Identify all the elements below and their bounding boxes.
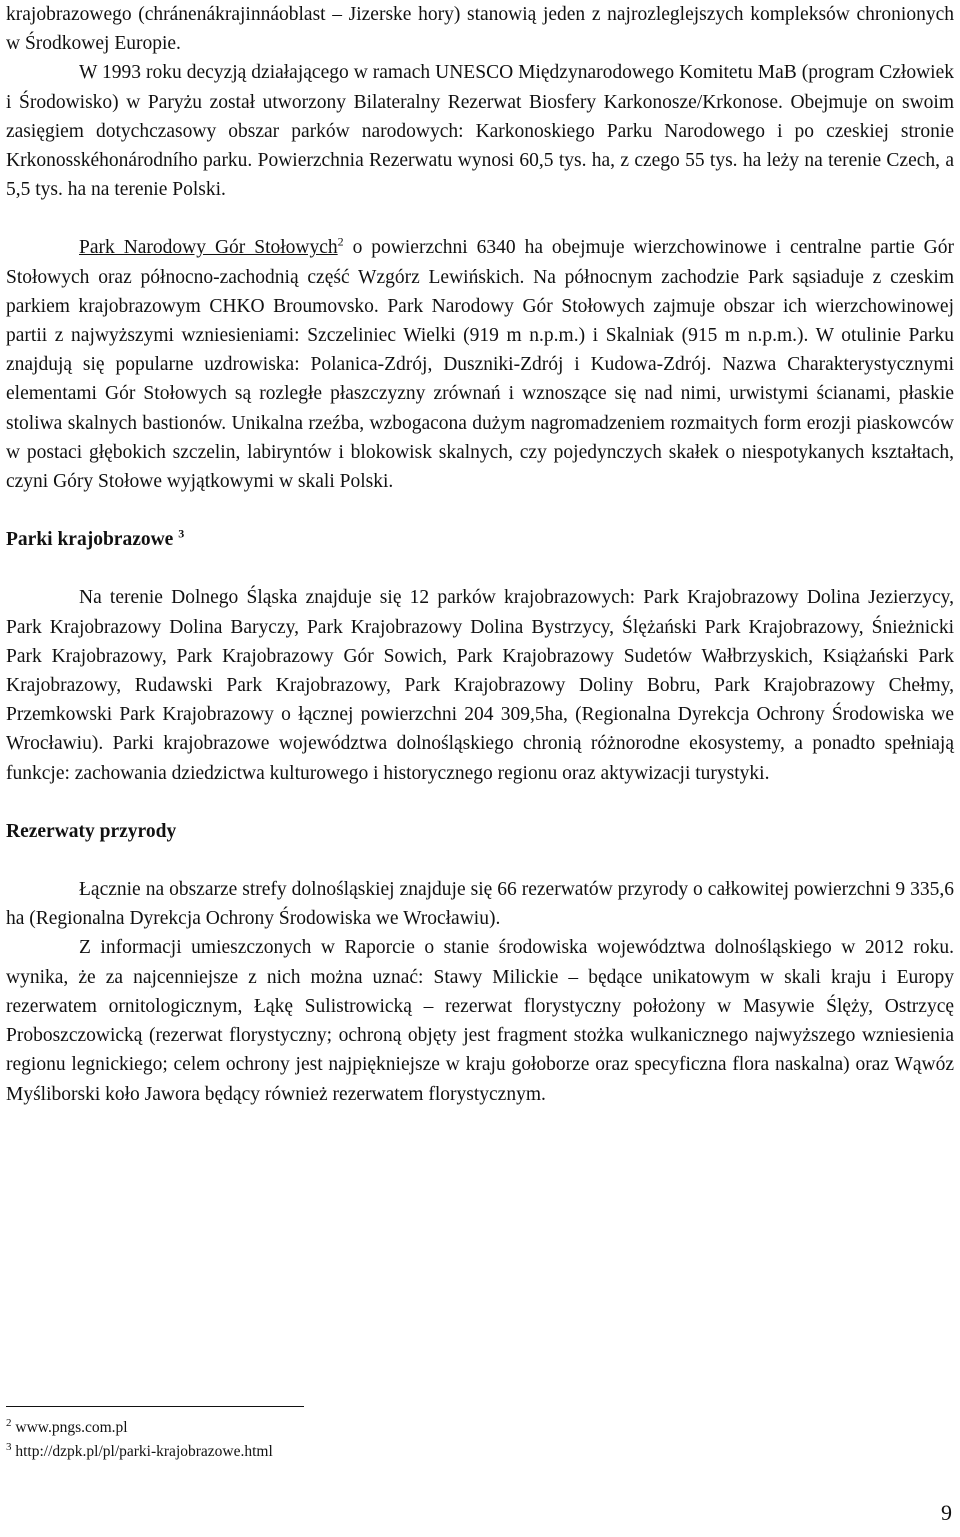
footnote-2	[6, 1416, 273, 1440]
footnote-ref-2[interactable]: 2	[337, 234, 344, 249]
gory-stolowe-link[interactable]: Park Narodowy Gór Stołowych	[79, 237, 338, 259]
footnote-ref-3[interactable]: 3	[178, 526, 185, 541]
parki-heading-text: Parki krajobrazowe	[6, 529, 174, 551]
footnote-3-number: 3	[6, 1440, 12, 1453]
biosphere-reserve-paragraph: W 1993 roku decyzją działającego w ramach UNESCO Międzynarodowego Komitetu MaB (program Człowiek i Środowisko) w Paryżu został utworzony Bilateralny Rezerwat Biosfery Karkonosze/Krkonose. Obejmuje on swoim zasięgiem dotychczasowy obszar parków narodowych: Karkonoskiego Parku Narodowego i po czeskiej stronie Krkonosskéhonárodního parku. Powierzchnia Rezerwatu wynosi 60,5 tys. ha, z czego 55 tys. ha leży na terenie Czech, a 5,5 tys. ha na terenie Polski.	[6, 62, 954, 201]
document-page	[6, 0, 954, 1109]
page-number: 9	[941, 1500, 952, 1525]
parki-krajobrazowe-heading	[6, 525, 954, 554]
parki-krajobrazowe-paragraph: Na terenie Dolnego Śląska znajduje się 12 parków krajobrazowych: Park Krajobrazowy Dolina Jezierzycy, Park Krajobrazowy Dolina Baryczy, Park Krajobrazowy Dolina Bystrzycy, Ślężański Park Krajobrazowy, Śnieżnicki Park Krajobrazowy, Park Krajobrazowy Gór Sowich, Park Krajobrazowy Sudetów Wałbrzyskich, Książański Park Krajobrazowy, Rudawski Park Krajobrazowy, Park Krajobrazowy Doliny Bobru, Park Krajobrazowy Chełmy, Przemkowski Park Krajobrazowy o łącznej powierzchni 204 309,5ha, (Regionalna Dyrekcja Ochrony Środowiska we Wrocławiu). Parki krajobrazowe województwa dolnośląskiego chronią różnorodne ekosystemy, a ponadto spełniają funkcje: zachowania dziedzictwa kulturowego i historycznego regionu oraz aktywizacji turystyki.	[6, 587, 954, 784]
footnote-separator	[6, 1406, 304, 1407]
rezerwaty-heading: Rezerwaty przyrody	[6, 820, 177, 842]
footnote-2-number: 2	[6, 1416, 12, 1429]
intro-paragraph-continued: krajobrazowego (chránenákrajinnáoblast – Jizerske hory) stanowią jeden z najrozleglejszych kompleksów chronionych w Środkowej Europie.	[6, 4, 954, 55]
rezerwaty-paragraph-1: Łącznie na obszarze strefy dolnośląskiej znajduje się 66 rezerwatów przyrody o całkowitej powierzchni 9 335,6 ha (Regionalna Dyrekcja Ochrony Środowiska we Wrocławiu).	[6, 879, 954, 930]
footnote-2-link[interactable]: www.pngs.com.pl	[15, 1419, 128, 1436]
footnote-3-link[interactable]: http://dzpk.pl/pl/parki-krajobrazowe.html	[15, 1443, 273, 1460]
footnotes	[6, 1416, 273, 1464]
gory-stolowe-paragraph	[6, 233, 954, 496]
gory-stolowe-text: o powierzchni 6340 ha obejmuje wierzchowinowe i centralne partie Gór Stołowych oraz północno-zachodnią część Wzgórz Lewińskich. Na północnym zachodzie Park sąsiaduje z czeskim parkiem krajobrazowym CHKO Broumovsko. Park Narodowy Gór Stołowych zajmuje obszar ich wierzchowinowej partii z najwyższymi wzniesieniami: Szczeliniec Wielki (919 m n.p.m.) i Skalniak (915 m n.p.m.). W otulinie Parku znajdują się popularne uzdrowiska: Polanica-Zdrój, Duszniki-Zdrój i Kudowa-Zdrój. Nazwa Charakterystycznymi elementami Gór Stołowych są rozległe płaszczyzny zrównań i wznoszące się nad nimi, urwistymi ścianami, płaskie stoliwa skalnych bastionów. Unikalna rzeźba, wzbogacona dużym nagromadzeniem rozmaitych form erozji piaskowców w postaci głębokich szczelin, labiryntów i blokowisk skalnych, czy pojedynczych skałek o niespotykanych kształtach, czyni Góry Stołowe wyjątkowymi w skali Polski.	[6, 237, 955, 493]
rezerwaty-paragraph-2: Z informacji umieszczonych w Raporcie o stanie środowiska województwa dolnośląskiego w 2012 roku. wynika, że za najcenniejsze z nich można uznać: Stawy Milickie – będące unikatowym w skali kraju i Europy rezerwatem ornitologicznym, Łąkę Sulistrowicką – rezerwat florystyczny położony w Masywie Ślęży, Ostrzycę Proboszczowicką (rezerwat florystyczny; ochroną objęty jest fragment stożka wulkanicznego najwyższego wzniesienia regionu legnickiego; celem ochrony jest najpiękniejsze w kraju gołoborze oraz specyficzna flora naskalna) oraz Wąwóz Myśliborski koło Jawora będący również rezerwatem florystycznym.	[6, 937, 954, 1105]
footnote-3	[6, 1440, 273, 1464]
